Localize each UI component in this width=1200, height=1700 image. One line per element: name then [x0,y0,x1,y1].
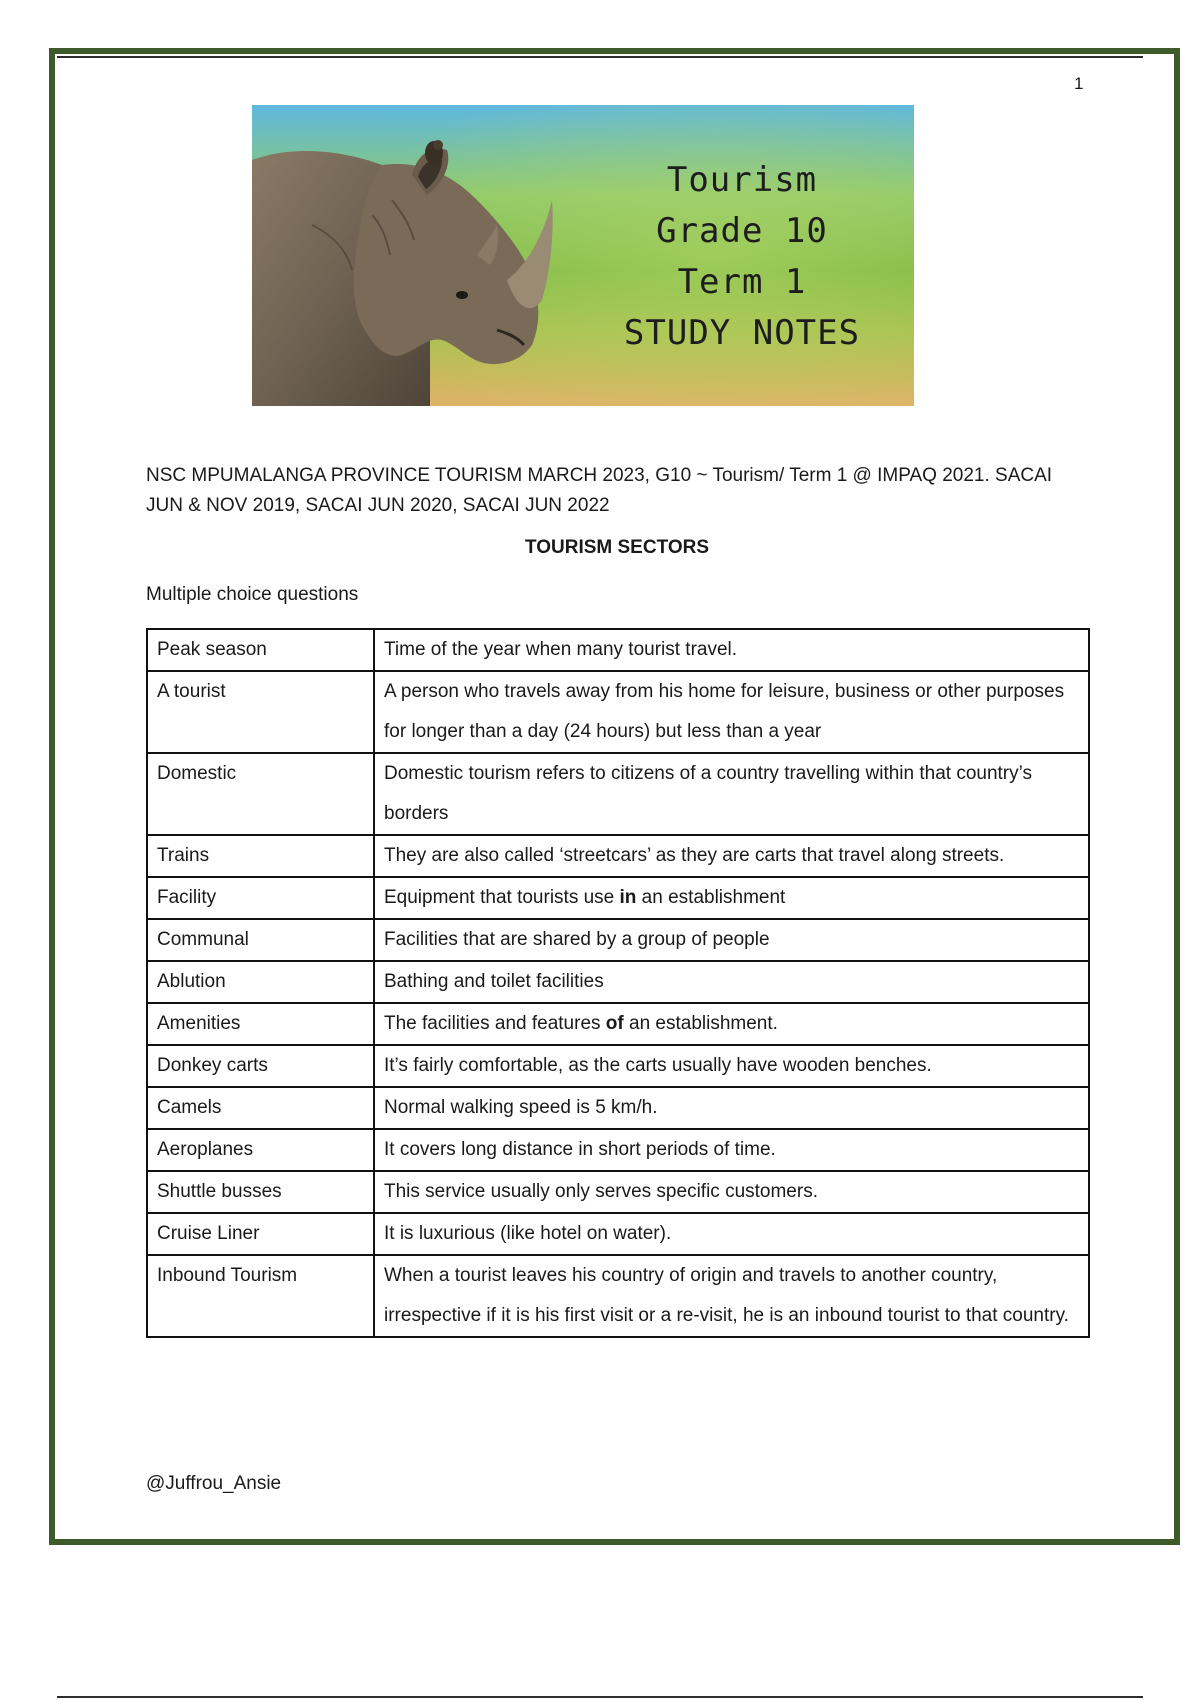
term-cell: Cruise Liner [147,1213,374,1255]
section-title: TOURISM SECTORS [524,537,710,558]
table-row [147,753,1089,835]
definition-cell: When a tourist leaves his country of origin and travels to another country, irrespective if it is his first visit or a re-visit, he is an inbound tourist to that country. [374,1255,1089,1337]
terms-table [146,628,1090,1338]
table-row [147,1087,1089,1129]
table-row [147,1045,1089,1087]
definition-cell: It covers long distance in short periods of time. [374,1129,1089,1171]
definition-cell: Normal walking speed is 5 km/h. [374,1087,1089,1129]
source-references: NSC MPUMALANGA PROVINCE TOURISM MARCH 2023, G10 ~ Tourism/ Term 1 @ IMPAQ 2021. SACAI JUN & NOV 2019, SACAI JUN 2020, SACAI JUN 2022 [146,465,1053,516]
term-cell: Camels [147,1087,374,1129]
term-cell: Amenities [147,1003,374,1045]
banner-line-grade: Grade 10 [656,211,828,251]
definition-text: Equipment that tourists use [384,887,620,908]
banner-image [252,105,914,406]
definition-cell: Facilities that are shared by a group of people [374,919,1089,961]
table-row [147,671,1089,753]
table-row [147,835,1089,877]
term-cell: A tourist [147,671,374,753]
term-cell: Ablution [147,961,374,1003]
table-row [147,1129,1089,1171]
definition-cell: They are also called ‘streetcars’ as they are carts that travel along streets. [374,835,1089,877]
table-row [147,1003,1089,1045]
author-handle: @Juffrou_Ansie [146,1473,282,1494]
definition-cell: Bathing and toilet facilities [374,961,1089,1003]
definition-cell [374,877,1089,919]
page-number: 1 [1074,74,1084,93]
header-rule [57,56,1143,58]
term-cell: Peak season [147,629,374,671]
term-cell: Shuttle busses [147,1171,374,1213]
table-row [147,919,1089,961]
banner-title [592,155,892,359]
definition-emphasis: in [619,887,637,908]
definition-cell: A person who travels away from his home for leisure, business or other purposes for longer than a day (24 hours) but less than a year [374,671,1089,753]
definition-cell: It’s fairly comfortable, as the carts usually have wooden benches. [374,1045,1089,1087]
footer-rule [57,1696,1143,1698]
term-cell: Inbound Tourism [147,1255,374,1337]
section-subtitle: Multiple choice questions [146,584,359,605]
term-cell: Aeroplanes [147,1129,374,1171]
definition-cell: Domestic tourism refers to citizens of a country travelling within that country’s borders [374,753,1089,835]
definition-text: The facilities and features [384,1013,606,1034]
definition-cell: This service usually only serves specific customers. [374,1171,1089,1213]
definition-emphasis: of [605,1013,624,1034]
table-row [147,1213,1089,1255]
term-cell: Trains [147,835,374,877]
table-row [147,629,1089,671]
definition-text: an establishment. [623,1013,778,1034]
banner-line-notes: STUDY NOTES [623,313,861,353]
term-cell: Communal [147,919,374,961]
term-cell: Donkey carts [147,1045,374,1087]
table-row [147,961,1089,1003]
banner-line-subject: Tourism [666,160,818,200]
term-cell: Domestic [147,753,374,835]
term-cell: Facility [147,877,374,919]
table-row [147,1171,1089,1213]
definition-text: an establishment [636,887,786,908]
definition-cell: Time of the year when many tourist travel. [374,629,1089,671]
banner-line-term: Term 1 [677,262,807,302]
table-row [147,1255,1089,1337]
table-row [147,877,1089,919]
definition-cell: It is luxurious (like hotel on water). [374,1213,1089,1255]
definition-cell [374,1003,1089,1045]
